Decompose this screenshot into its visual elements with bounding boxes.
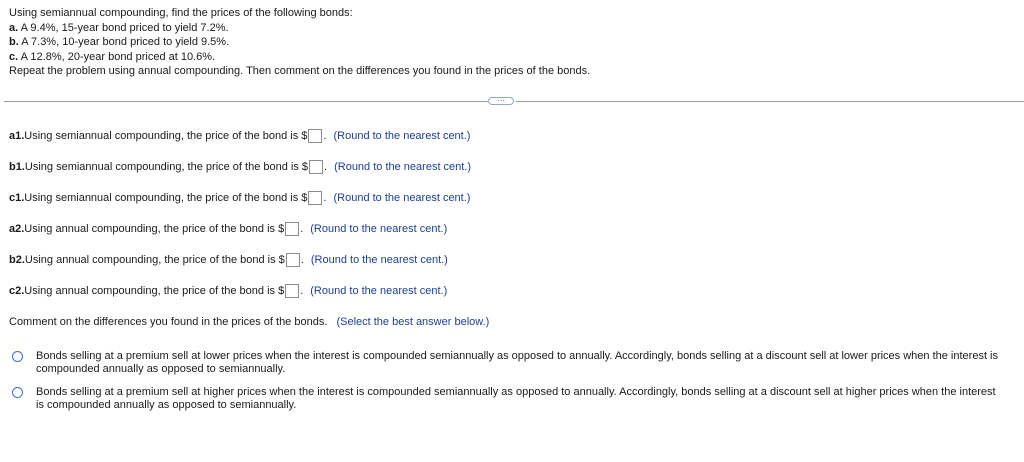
period: . (323, 192, 327, 204)
rounding-hint: (Round to the nearest cent.) (333, 192, 471, 204)
select-hint: (Select the best answer below.) (336, 316, 490, 328)
radio-button[interactable] (12, 387, 23, 398)
problem-statement (9, 6, 590, 79)
answer-option-2[interactable] (12, 386, 1006, 412)
problem-item-b (9, 35, 590, 50)
question-text: Using semiannual compounding, the price of the bond is $ (24, 192, 308, 204)
question-c2 (9, 284, 447, 298)
item-prefix: b. (9, 36, 19, 48)
question-a1 (9, 129, 470, 143)
period: . (300, 285, 304, 297)
question-text: Using annual compounding, the price of the bond is $ (24, 254, 285, 266)
problem-item-a (9, 21, 590, 36)
question-prefix: c1. (9, 192, 25, 204)
option-text: Bonds selling at a premium sell at lower prices when the interest is compounded semiannually as opposed to annually. Accordingly, bonds selling at a discount sell at lower prices when the interest is compounded annually as opposed to semiannually. (36, 350, 999, 375)
rounding-hint: (Round to the nearest cent.) (310, 254, 448, 266)
question-b1 (9, 160, 471, 174)
question-c1 (9, 191, 470, 205)
question-prefix: a2. (9, 223, 25, 235)
comment-text: Comment on the differences you found in the prices of the bonds. (9, 316, 328, 328)
answer-input-b2[interactable] (286, 253, 300, 267)
problem-repeat: Repeat the problem using annual compounding. Then comment on the differences you found in the prices of the bonds. (9, 65, 591, 77)
rounding-hint: (Round to the nearest cent.) (310, 223, 448, 235)
period: . (323, 130, 327, 142)
question-prefix: b1. (9, 161, 25, 173)
item-prefix: c. (9, 50, 19, 63)
question-text: Using annual compounding, the price of the bond is $ (24, 223, 285, 235)
radio-button[interactable] (12, 351, 23, 362)
divider-right (516, 101, 1024, 102)
item-text: A 7.3%, 10-year bond priced to yield 9.5%. (18, 36, 230, 48)
item-prefix: a. (9, 21, 19, 34)
option-text: Bonds selling at a premium sell at higher prices when the interest is compounded semiannually as opposed to annually. Accordingly, bonds selling at a discount sell at higher prices when the interest is compounded annually as opposed to semiannually. (36, 386, 996, 411)
divider-left (4, 101, 488, 102)
answer-input-a1[interactable] (308, 129, 322, 143)
period: . (300, 254, 304, 266)
question-prefix: b2. (9, 254, 25, 266)
item-text: A 12.8%, 20-year bond priced at 10.6%. (18, 50, 216, 63)
comment-prompt (9, 316, 489, 328)
rounding-hint: (Round to the nearest cent.) (310, 285, 448, 297)
question-text: Using semiannual compounding, the price of the bond is $ (24, 130, 308, 142)
answer-input-c1[interactable] (308, 191, 322, 205)
question-text: Using annual compounding, the price of the bond is $ (24, 285, 285, 297)
answer-input-a2[interactable] (285, 222, 299, 236)
expand-more-button[interactable]: ··· (488, 97, 514, 105)
period: . (300, 223, 304, 235)
answer-input-b1[interactable] (309, 160, 323, 174)
item-text: A 9.4%, 15-year bond priced to yield 7.2%. (18, 21, 229, 34)
problem-item-c (9, 50, 590, 65)
rounding-hint: (Round to the nearest cent.) (333, 130, 471, 142)
rounding-hint: (Round to the nearest cent.) (334, 161, 472, 173)
period: . (324, 161, 328, 173)
question-text: Using semiannual compounding, the price of the bond is $ (24, 161, 309, 173)
answer-option-1[interactable] (12, 350, 1006, 376)
answer-input-c2[interactable] (285, 284, 299, 298)
question-b2 (9, 253, 448, 267)
question-prefix: a1. (9, 130, 25, 142)
question-prefix: c2. (9, 285, 25, 297)
question-a2 (9, 222, 447, 236)
problem-intro: Using semiannual compounding, find the prices of the following bonds: (9, 7, 353, 19)
